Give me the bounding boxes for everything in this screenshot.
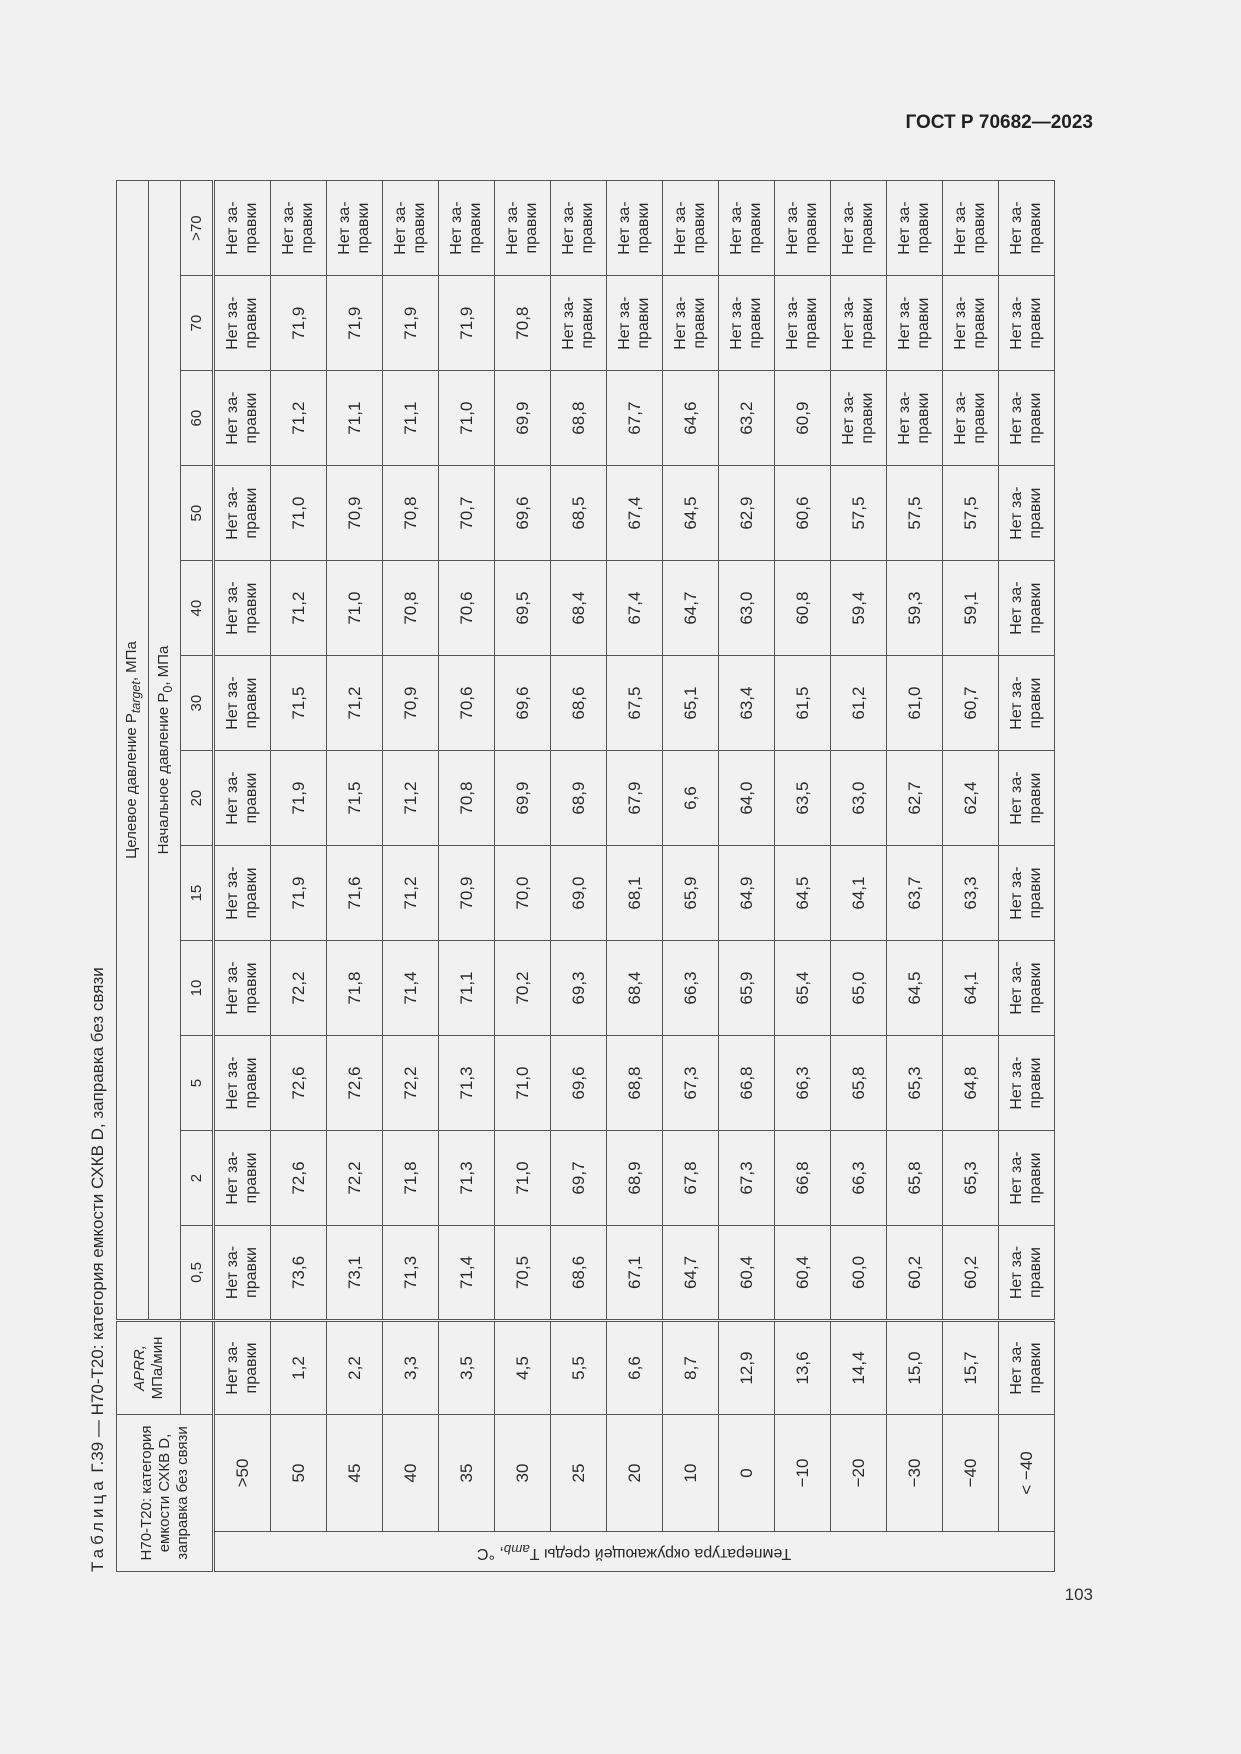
value-cell: 72,2	[271, 941, 327, 1036]
value-cell: Нет за- правки	[943, 276, 999, 371]
table-row	[719, 181, 775, 1572]
table-row	[327, 181, 383, 1572]
value-cell: Нет за- правки	[214, 751, 271, 846]
value-cell: 71,2	[383, 846, 439, 941]
value-cell: 64,8	[943, 1036, 999, 1131]
value-cell: 71,4	[439, 1226, 495, 1321]
value-cell: 70,8	[383, 561, 439, 656]
value-cell: 67,8	[663, 1131, 719, 1226]
value-cell: 64,0	[719, 751, 775, 846]
value-cell: 64,5	[663, 466, 719, 561]
value-cell: 71,3	[383, 1226, 439, 1321]
temperature-label: Температура окружающей среды T	[530, 1544, 792, 1562]
pressure-col-header: 40	[181, 561, 214, 656]
value-cell: 68,5	[551, 466, 607, 561]
value-cell: 71,2	[271, 561, 327, 656]
value-cell: Нет за- правки	[999, 656, 1055, 751]
value-cell: 63,7	[887, 846, 943, 941]
page-number: 103	[1064, 1585, 1093, 1604]
value-cell: 68,6	[551, 656, 607, 751]
value-cell: 71,5	[271, 656, 327, 751]
value-cell: 68,8	[607, 1036, 663, 1131]
value-cell: 64,7	[663, 1226, 719, 1321]
value-cell: 60,2	[887, 1226, 943, 1321]
value-cell: 57,5	[943, 466, 999, 561]
table-row	[383, 181, 439, 1572]
target-pressure-sub: target	[128, 681, 143, 714]
value-cell: 70,8	[383, 466, 439, 561]
value-cell: 67,3	[663, 1036, 719, 1131]
initial-pressure-header	[149, 181, 181, 1321]
value-cell: 66,8	[775, 1131, 831, 1226]
value-cell: Нет за- правки	[327, 181, 383, 276]
aprr-unit: МПа/мин	[148, 1336, 166, 1400]
caption-text: Г.39 — Н70-Т20: категория емкости СХКВ D, заправка без связи	[88, 967, 107, 1473]
value-cell: Нет за- правки	[999, 371, 1055, 466]
value-cell: 71,4	[383, 941, 439, 1036]
value-cell: 71,9	[271, 751, 327, 846]
value-cell: Нет за- правки	[663, 276, 719, 371]
value-cell: 70,6	[439, 561, 495, 656]
value-cell: 60,7	[943, 656, 999, 751]
pressure-col-header: 20	[181, 751, 214, 846]
value-cell: 65,8	[831, 1036, 887, 1131]
value-cell: 71,9	[439, 276, 495, 371]
value-cell: 69,9	[495, 751, 551, 846]
aprr-cell: 6,6	[607, 1320, 663, 1414]
temperature-sub: amb	[504, 1541, 531, 1557]
value-cell: 57,5	[831, 466, 887, 561]
value-cell: 63,5	[775, 751, 831, 846]
value-cell: Нет за- правки	[214, 1226, 271, 1321]
value-cell: Нет за- правки	[999, 1226, 1055, 1321]
value-cell: 67,5	[607, 656, 663, 751]
value-cell: 71,5	[327, 751, 383, 846]
aprr-cell: 1,2	[271, 1320, 327, 1414]
aprr-blank-header	[181, 1320, 214, 1414]
value-cell: 69,6	[495, 466, 551, 561]
aprr-cell: 3,5	[439, 1320, 495, 1414]
value-cell: 72,2	[327, 1131, 383, 1226]
value-cell: Нет за- правки	[214, 846, 271, 941]
value-cell: 70,0	[495, 846, 551, 941]
temperature-cell: −20	[831, 1414, 887, 1531]
value-cell: 59,4	[831, 561, 887, 656]
value-cell: 70,9	[383, 656, 439, 751]
value-cell: Нет за- правки	[775, 276, 831, 371]
aprr-cell: 12,9	[719, 1320, 775, 1414]
value-cell: Нет за- правки	[495, 181, 551, 276]
value-cell: 60,2	[943, 1226, 999, 1321]
target-pressure-unit: , МПа	[122, 641, 140, 682]
table-row	[607, 181, 663, 1572]
value-cell: Нет за- правки	[663, 181, 719, 276]
value-cell: 72,6	[271, 1131, 327, 1226]
value-cell: 64,1	[943, 941, 999, 1036]
temperature-axis-label	[214, 1532, 1055, 1572]
value-cell: 71,8	[327, 941, 383, 1036]
aprr-cell: 15,0	[887, 1320, 943, 1414]
value-cell: 60,4	[775, 1226, 831, 1321]
value-cell: 71,2	[271, 371, 327, 466]
value-cell: Нет за- правки	[999, 846, 1055, 941]
value-cell: Нет за- правки	[999, 1131, 1055, 1226]
value-cell: 71,2	[383, 751, 439, 846]
aprr-cell: 5,5	[551, 1320, 607, 1414]
value-cell: 69,9	[495, 371, 551, 466]
value-cell: 63,2	[719, 371, 775, 466]
aprr-cell: 13,6	[775, 1320, 831, 1414]
value-cell: 69,5	[495, 561, 551, 656]
value-cell: 70,6	[439, 656, 495, 751]
value-cell: Нет за- правки	[214, 656, 271, 751]
value-cell: 70,2	[495, 941, 551, 1036]
value-cell: 69,7	[551, 1131, 607, 1226]
value-cell: Нет за- правки	[214, 1131, 271, 1226]
value-cell: Нет за- правки	[719, 276, 775, 371]
temperature-cell: 45	[327, 1414, 383, 1531]
value-cell: 69,6	[551, 1036, 607, 1131]
value-cell: 71,6	[327, 846, 383, 941]
table-row	[775, 181, 831, 1572]
value-cell: Нет за- правки	[383, 181, 439, 276]
value-cell: 70,9	[439, 846, 495, 941]
value-cell: 63,0	[831, 751, 887, 846]
value-cell: 71,3	[439, 1131, 495, 1226]
pressure-col-header: 60	[181, 371, 214, 466]
aprr-cell: 4,5	[495, 1320, 551, 1414]
value-cell: Нет за- правки	[999, 276, 1055, 371]
value-cell: 70,8	[495, 276, 551, 371]
header-row-target	[117, 181, 149, 1572]
aprr-label: APRR,	[130, 1345, 148, 1391]
value-cell: 71,0	[495, 1036, 551, 1131]
pressure-col-header: 70	[181, 276, 214, 371]
table-row	[943, 181, 999, 1572]
value-cell: 71,0	[271, 466, 327, 561]
initial-pressure-sub: 0	[160, 685, 175, 693]
aprr-cell: 3,3	[383, 1320, 439, 1414]
value-cell: 73,1	[327, 1226, 383, 1321]
value-cell: Нет за- правки	[999, 561, 1055, 656]
document-header: ГОСТ Р 70682—2023	[905, 112, 1093, 133]
value-cell: 68,9	[551, 751, 607, 846]
value-cell: 69,6	[495, 656, 551, 751]
temperature-cell: 10	[663, 1414, 719, 1531]
value-cell: Нет за- правки	[214, 181, 271, 276]
value-cell: 60,8	[775, 561, 831, 656]
target-pressure-header	[117, 181, 149, 1321]
value-cell: 71,1	[327, 371, 383, 466]
pressure-col-header: 30	[181, 656, 214, 751]
temperature-cell: −30	[887, 1414, 943, 1531]
temperature-cell: 40	[383, 1414, 439, 1531]
value-cell: Нет за- правки	[943, 371, 999, 466]
value-cell: 65,4	[775, 941, 831, 1036]
value-cell: 63,3	[943, 846, 999, 941]
initial-pressure-label: Начальное давление P	[154, 692, 172, 855]
value-cell: Нет за- правки	[999, 181, 1055, 276]
value-cell: Нет за- правки	[887, 181, 943, 276]
aprr-header	[117, 1320, 181, 1414]
value-cell: Нет за- правки	[607, 181, 663, 276]
value-cell: 66,8	[719, 1036, 775, 1131]
caption-label: Таблица	[88, 1477, 107, 1572]
value-cell: 62,4	[943, 751, 999, 846]
value-cell: Нет за- правки	[887, 276, 943, 371]
value-cell: 65,3	[887, 1036, 943, 1131]
value-cell: Нет за- правки	[887, 371, 943, 466]
value-cell: 67,9	[607, 751, 663, 846]
table-row	[831, 181, 887, 1572]
value-cell: 65,9	[663, 846, 719, 941]
value-cell: Нет за- правки	[214, 276, 271, 371]
temperature-cell: −10	[775, 1414, 831, 1531]
pressure-col-header: >70	[181, 181, 214, 276]
value-cell: Нет за- правки	[551, 276, 607, 371]
value-cell: 69,0	[551, 846, 607, 941]
table-row	[271, 181, 327, 1572]
value-cell: Нет за- правки	[999, 751, 1055, 846]
refueling-table	[116, 180, 1055, 1572]
value-cell: 67,4	[607, 466, 663, 561]
value-cell: 60,9	[775, 371, 831, 466]
value-cell: 72,6	[271, 1036, 327, 1131]
value-cell: 65,3	[943, 1131, 999, 1226]
value-cell: 64,7	[663, 561, 719, 656]
pressure-col-header: 10	[181, 941, 214, 1036]
value-cell: 66,3	[775, 1036, 831, 1131]
value-cell: 68,8	[551, 371, 607, 466]
value-cell: 71,0	[327, 561, 383, 656]
pressure-col-header: 5	[181, 1036, 214, 1131]
pressure-col-header: 0,5	[181, 1226, 214, 1321]
value-cell: Нет за- правки	[719, 181, 775, 276]
value-cell: 64,1	[831, 846, 887, 941]
value-cell: Нет за- правки	[214, 371, 271, 466]
value-cell: Нет за- правки	[271, 181, 327, 276]
value-cell: Нет за- правки	[775, 181, 831, 276]
value-cell: Нет за- правки	[214, 561, 271, 656]
value-cell: 68,9	[607, 1131, 663, 1226]
value-cell: 63,4	[719, 656, 775, 751]
initial-pressure-unit: , МПа	[154, 645, 172, 686]
value-cell: 59,3	[887, 561, 943, 656]
value-cell: 60,4	[719, 1226, 775, 1321]
value-cell: 6,6	[663, 751, 719, 846]
value-cell: 61,5	[775, 656, 831, 751]
value-cell: 70,7	[439, 466, 495, 561]
value-cell: 67,1	[607, 1226, 663, 1321]
value-cell: 73,6	[271, 1226, 327, 1321]
value-cell: Нет за- правки	[943, 181, 999, 276]
table-row	[214, 181, 271, 1572]
value-cell: 68,1	[607, 846, 663, 941]
table-row	[663, 181, 719, 1572]
temperature-cell: 25	[551, 1414, 607, 1531]
value-cell: Нет за- правки	[999, 941, 1055, 1036]
value-cell: 65,0	[831, 941, 887, 1036]
value-cell: Нет за- правки	[999, 466, 1055, 561]
rotated-table-block	[80, 172, 1080, 1572]
value-cell: 71,9	[271, 276, 327, 371]
value-cell: 68,4	[551, 561, 607, 656]
value-cell: 65,9	[719, 941, 775, 1036]
value-cell: 71,0	[495, 1131, 551, 1226]
value-cell: 68,6	[551, 1226, 607, 1321]
aprr-cell: 2,2	[327, 1320, 383, 1414]
value-cell: 71,1	[383, 371, 439, 466]
temperature-cell: 20	[607, 1414, 663, 1531]
table-row	[495, 181, 551, 1572]
aprr-cell: Нет за- правки	[214, 1320, 271, 1414]
temperature-unit: , °С	[477, 1544, 505, 1562]
value-cell: 61,0	[887, 656, 943, 751]
pressure-col-header: 2	[181, 1131, 214, 1226]
value-cell: 72,6	[327, 1036, 383, 1131]
value-cell: Нет за- правки	[831, 181, 887, 276]
value-cell: 67,4	[607, 561, 663, 656]
value-cell: Нет за- правки	[831, 371, 887, 466]
temperature-cell: < −40	[999, 1414, 1055, 1531]
value-cell: 64,6	[663, 371, 719, 466]
value-cell: Нет за- правки	[607, 276, 663, 371]
value-cell: 64,5	[775, 846, 831, 941]
value-cell: 71,8	[383, 1131, 439, 1226]
value-cell: 69,3	[551, 941, 607, 1036]
value-cell: 59,1	[943, 561, 999, 656]
value-cell: 71,9	[383, 276, 439, 371]
aprr-cell: 15,7	[943, 1320, 999, 1414]
value-cell: 60,6	[775, 466, 831, 561]
value-cell: 71,9	[327, 276, 383, 371]
value-cell: 68,4	[607, 941, 663, 1036]
value-cell: 60,0	[831, 1226, 887, 1321]
value-cell: 66,3	[831, 1131, 887, 1226]
aprr-cell: 14,4	[831, 1320, 887, 1414]
pressure-col-header: 50	[181, 466, 214, 561]
value-cell: Нет за- правки	[551, 181, 607, 276]
value-cell: 70,8	[439, 751, 495, 846]
header-row-columns	[181, 181, 214, 1572]
value-cell: 62,7	[887, 751, 943, 846]
value-cell: Нет за- правки	[214, 466, 271, 561]
temperature-cell: 50	[271, 1414, 327, 1531]
value-cell: 71,3	[439, 1036, 495, 1131]
target-pressure-label: Целевое давление P	[122, 713, 140, 859]
pressure-col-header: 15	[181, 846, 214, 941]
corner-label: Н70-Т20: категория емкости СХКВ D, заправка без связи	[117, 1414, 214, 1571]
table-row	[551, 181, 607, 1572]
temperature-cell: 0	[719, 1414, 775, 1531]
temperature-cell: >50	[214, 1414, 271, 1531]
value-cell: 64,9	[719, 846, 775, 941]
value-cell: 72,2	[383, 1036, 439, 1131]
aprr-cell: 8,7	[663, 1320, 719, 1414]
value-cell: Нет за- правки	[439, 181, 495, 276]
value-cell: 66,3	[663, 941, 719, 1036]
value-cell: 70,5	[495, 1226, 551, 1321]
value-cell: 67,7	[607, 371, 663, 466]
value-cell: Нет за- правки	[214, 941, 271, 1036]
table-row	[887, 181, 943, 1572]
value-cell: 63,0	[719, 561, 775, 656]
temperature-cell: 30	[495, 1414, 551, 1531]
value-cell: 64,5	[887, 941, 943, 1036]
table-row	[439, 181, 495, 1572]
value-cell: Нет за- правки	[214, 1036, 271, 1131]
temperature-cell: −40	[943, 1414, 999, 1531]
value-cell: Нет за- правки	[831, 276, 887, 371]
table-body	[214, 181, 1055, 1572]
aprr-cell: Нет за- правки	[999, 1320, 1055, 1414]
value-cell: 61,2	[831, 656, 887, 751]
value-cell: 62,9	[719, 466, 775, 561]
value-cell: 67,3	[719, 1131, 775, 1226]
value-cell: Нет за- правки	[999, 1036, 1055, 1131]
value-cell: 65,1	[663, 656, 719, 751]
value-cell: 71,1	[439, 941, 495, 1036]
value-cell: 70,9	[327, 466, 383, 561]
value-cell: 57,5	[887, 466, 943, 561]
temperature-cell: 35	[439, 1414, 495, 1531]
table-row	[999, 181, 1055, 1572]
value-cell: 71,2	[327, 656, 383, 751]
value-cell: 71,0	[439, 371, 495, 466]
value-cell: 71,9	[271, 846, 327, 941]
value-cell: 65,8	[887, 1131, 943, 1226]
table-caption	[80, 967, 116, 1572]
